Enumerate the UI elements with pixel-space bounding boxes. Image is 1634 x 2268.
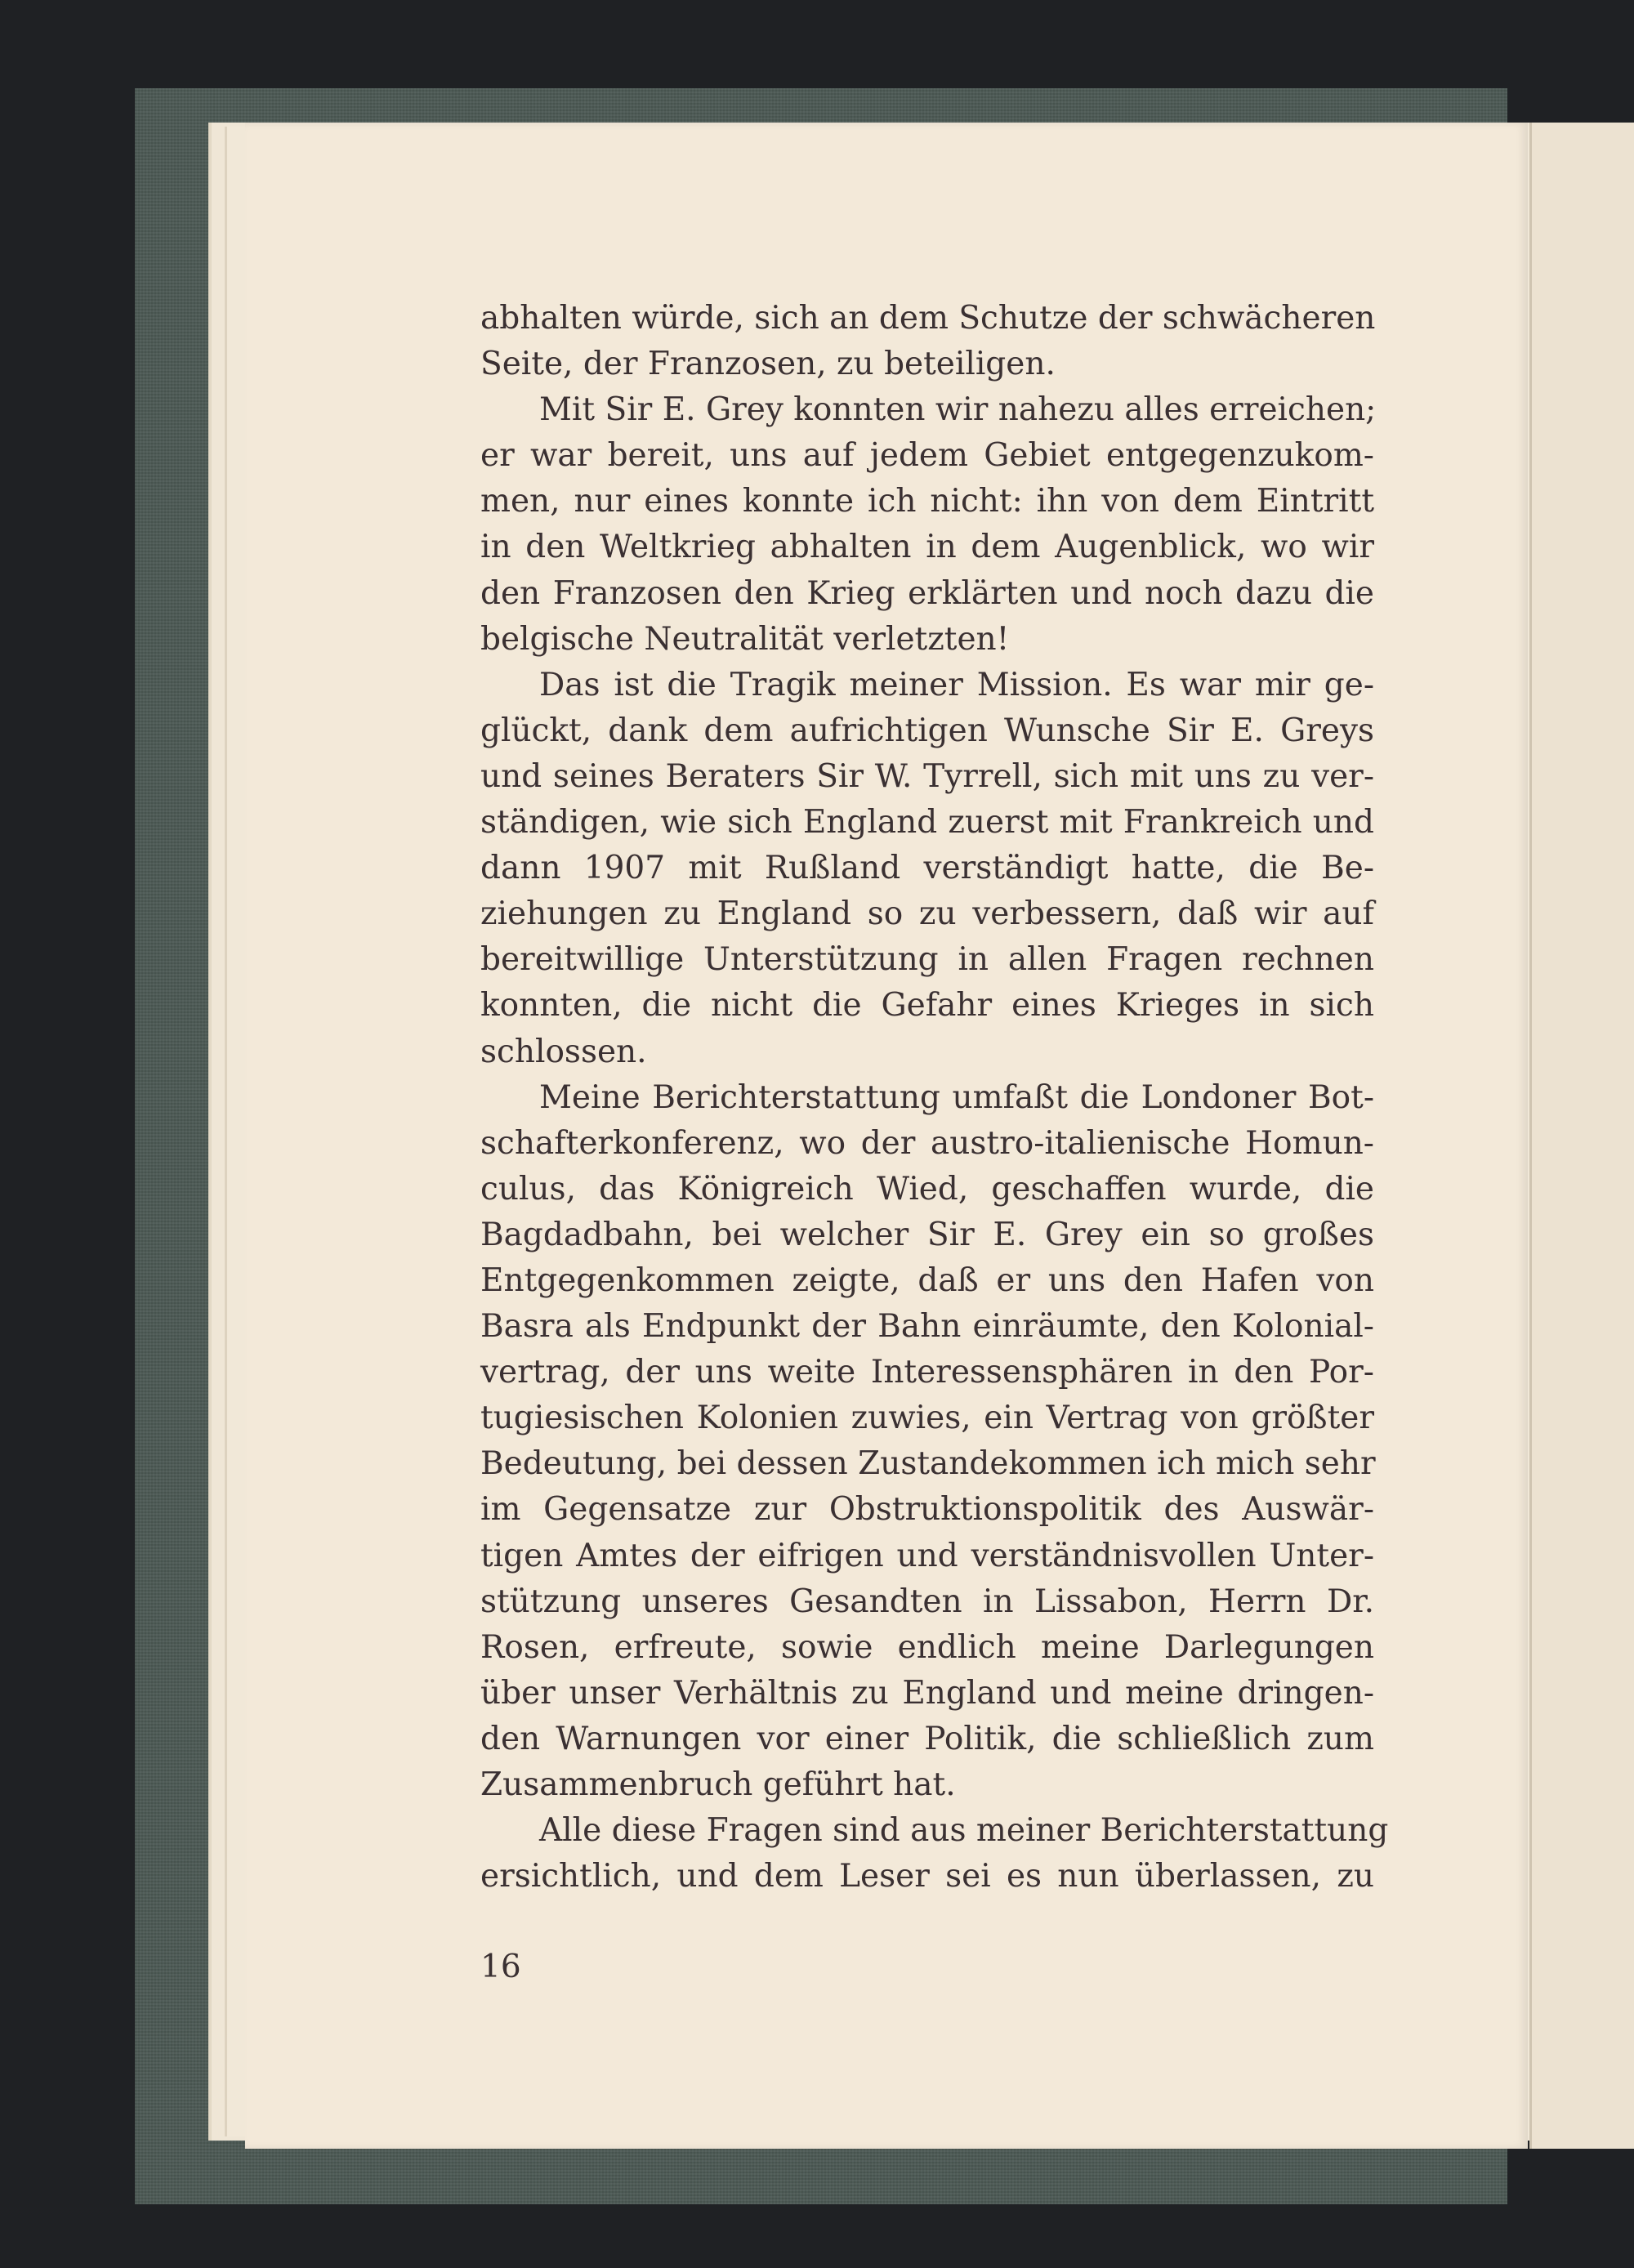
text-line: Basra als Endpunkt der Bahn einräumte, den Kolonial- xyxy=(480,1308,1374,1346)
text-line: schlossen. xyxy=(480,1033,647,1070)
paragraph xyxy=(480,296,1374,387)
text-line: den Franzosen den Krieg erklärten und noch dazu die xyxy=(480,574,1374,612)
text-line: tigen Amtes der eifrigen und verständnisvollen Unter- xyxy=(480,1537,1374,1574)
text-line: culus, das Königreich Wied, geschaffen wurde, die xyxy=(480,1170,1374,1208)
text-line: dann 1907 mit Rußland verständigt hatte, die Be- xyxy=(480,850,1374,887)
text-line: und seines Beraters Sir W. Tyrrell, sich mit uns zu ver- xyxy=(480,757,1374,795)
text-line: glückt, dank dem aufrichtigen Wunsche Sir E. Greys xyxy=(480,712,1374,749)
text-line: den Warnungen vor einer Politik, die schließlich zum xyxy=(480,1720,1374,1757)
text-line: ersichtlich, und dem Leser sei es nun überlassen, zu xyxy=(480,1858,1374,1895)
text-line: Seite, der Franzosen, zu beteiligen. xyxy=(480,346,1056,383)
text-line: ständigen, wie sich England zuerst mit Frankreich und xyxy=(480,804,1374,842)
text-line: bereitwillige Unterstützung in allen Fragen rechnen xyxy=(480,941,1374,979)
paragraph xyxy=(480,663,1374,1075)
text-line: konnten, die nicht die Gefahr eines Krieges in sich xyxy=(480,987,1374,1025)
paragraph xyxy=(480,1075,1374,1809)
text-line: Rosen, erfreute, sowie endlich meine Darlegungen xyxy=(480,1628,1374,1666)
text-line: tugiesischen Kolonien zuwies, ein Vertrag von größter xyxy=(480,1400,1374,1437)
text-line: in den Weltkrieg abhalten in dem Augenblick, wo wir xyxy=(480,529,1374,566)
page-number: 16 xyxy=(480,1949,521,1985)
body-text xyxy=(480,296,1389,1900)
text-line: Zusammenbruch geführt hat. xyxy=(480,1766,956,1803)
facing-page-edge xyxy=(1529,123,1634,2149)
text-line: abhalten würde, sich an dem Schutze der schwächeren xyxy=(480,300,1376,337)
text-line: im Gegensatze zur Obstruktionspolitik des Auswär- xyxy=(480,1491,1374,1529)
paragraph xyxy=(480,1808,1389,1900)
text-line: belgische Neutralität verletzten! xyxy=(480,620,1010,658)
text-line: schafterkonferenz, wo der austro-italienische Homun- xyxy=(480,1124,1374,1162)
text-line: über unser Verhältnis zu England und meine dringen- xyxy=(480,1674,1374,1712)
paragraph xyxy=(480,387,1377,663)
text-line: men, nur eines konnte ich nicht: ihn von dem Eintritt xyxy=(480,483,1374,520)
text-line: vertrag, der uns weite Interessensphären in den Por- xyxy=(480,1354,1374,1391)
text-line: Das ist die Tragik meiner Mission. Es war mir ge- xyxy=(539,666,1374,703)
text-line: Bagdadbahn, bei welcher Sir E. Grey ein so großes xyxy=(480,1216,1374,1253)
text-line: Mit Sir E. Grey konnten wir nahezu alles erreichen; xyxy=(539,391,1377,429)
text-line: Bedeutung, bei dessen Zustandekommen ich mich sehr xyxy=(480,1445,1376,1483)
text-line: stützung unseres Gesandten in Lissabon, Herrn Dr. xyxy=(480,1583,1374,1620)
text-line: Meine Berichterstattung umfaßt die Londoner Bot- xyxy=(539,1078,1374,1116)
text-line: Entgegenkommen zeigte, daß er uns den Hafen von xyxy=(480,1261,1374,1299)
text-line: ziehungen zu England so zu verbessern, daß wir auf xyxy=(480,895,1374,933)
text-line: er war bereit, uns auf jedem Gebiet entgegenzukom- xyxy=(480,437,1374,475)
text-line: Alle diese Fragen sind aus meiner Berichterstattung xyxy=(539,1812,1389,1850)
